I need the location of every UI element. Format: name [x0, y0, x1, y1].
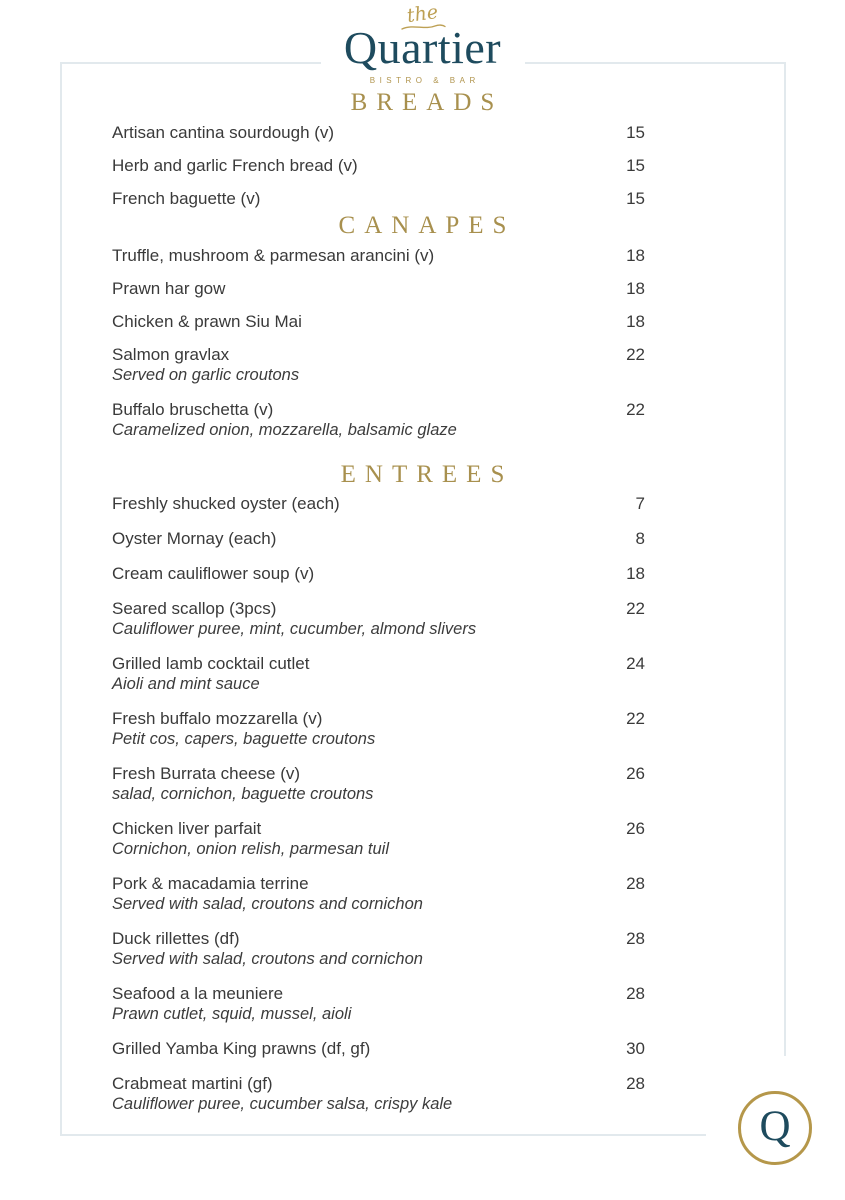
item-price: 28 [626, 874, 645, 893]
item-name: Buffalo bruschetta (v) [112, 400, 274, 419]
item-name: Grilled Yamba King prawns (df, gf) [112, 1039, 371, 1058]
item-description: salad, cornichon, baguette croutons [112, 785, 374, 803]
item-price: 15 [626, 123, 645, 142]
logo-the-script: the [405, 0, 440, 28]
menu-item [112, 599, 645, 639]
menu-item [112, 1074, 645, 1114]
item-name: Pork & macadamia terrine [112, 874, 309, 893]
item-name: Crabmeat martini (gf) [112, 1074, 273, 1093]
item-name: Seafood a la meuniere [112, 984, 284, 1003]
brand-monogram [706, 1056, 845, 1200]
menu-item [112, 1039, 645, 1059]
monogram-circle-icon [738, 1091, 812, 1165]
monogram-letter: Q [759, 1103, 791, 1150]
item-price: 22 [626, 345, 645, 364]
section-title: BREADS [350, 89, 504, 116]
item-price: 8 [635, 529, 645, 548]
item-price: 28 [626, 929, 645, 948]
menu-item [112, 189, 645, 209]
item-price: 18 [626, 312, 645, 331]
menu-item [112, 819, 645, 859]
item-price: 22 [626, 709, 645, 728]
item-name: Prawn har gow [112, 279, 226, 298]
item-description: Aioli and mint sauce [112, 675, 260, 693]
menu-item [112, 529, 645, 549]
item-name: Chicken liver parfait [112, 819, 262, 838]
item-name: Fresh buffalo mozzarella (v) [112, 709, 323, 728]
menu-item [112, 345, 645, 385]
item-name: French baguette (v) [112, 189, 261, 208]
menu-item [112, 494, 645, 514]
menu-item [112, 709, 645, 749]
logo-name: Quartier [343, 22, 502, 73]
item-description: Served with salad, croutons and cornichon [112, 950, 423, 968]
item-price: 24 [626, 654, 645, 673]
item-description: Cauliflower puree, mint, cucumber, almond slivers [112, 620, 477, 638]
item-price: 15 [626, 189, 645, 208]
menu-item [112, 764, 645, 804]
section-title: ENTREES [340, 461, 514, 488]
menu-sections [112, 88, 645, 1129]
item-name: Grilled lamb cocktail cutlet [112, 654, 310, 673]
item-price: 26 [626, 819, 645, 838]
item-description: Cauliflower puree, cucumber salsa, crispy kale [112, 1095, 453, 1113]
menu-item [112, 312, 645, 332]
brand-logo [321, 0, 525, 90]
menu-section-entrees [112, 460, 645, 1114]
item-price: 28 [626, 1074, 645, 1093]
menu-item [112, 929, 645, 969]
menu-item [112, 123, 645, 143]
item-price: 18 [626, 279, 645, 298]
item-description: Cornichon, onion relish, parmesan tuil [112, 840, 389, 858]
item-price: 18 [626, 246, 645, 265]
item-name: Duck rillettes (df) [112, 929, 240, 948]
item-description: Served on garlic croutons [112, 366, 300, 384]
item-price: 30 [626, 1039, 645, 1058]
item-description: Caramelized onion, mozzarella, balsamic glaze [112, 421, 457, 439]
item-name: Freshly shucked oyster (each) [112, 494, 340, 513]
menu-item [112, 246, 645, 266]
item-description: Prawn cutlet, squid, mussel, aioli [112, 1005, 352, 1023]
menu-item [112, 400, 645, 440]
logo-tagline: BISTRO & BAR [369, 76, 480, 85]
item-name: Artisan cantina sourdough (v) [112, 123, 335, 142]
section-title: CANAPES [338, 212, 516, 239]
item-price: 22 [626, 400, 645, 419]
menu-item [112, 874, 645, 914]
item-price: 22 [626, 599, 645, 618]
item-name: Chicken & prawn Siu Mai [112, 312, 302, 331]
menu-section-canapes [112, 211, 645, 440]
item-description: Served with salad, croutons and cornichon [112, 895, 423, 913]
item-price: 26 [626, 764, 645, 783]
item-name: Herb and garlic French bread (v) [112, 156, 358, 175]
item-name: Truffle, mushroom & parmesan arancini (v) [112, 246, 435, 265]
item-name: Fresh Burrata cheese (v) [112, 764, 301, 783]
menu-item [112, 156, 645, 176]
item-price: 7 [635, 494, 645, 513]
item-name: Seared scallop (3pcs) [112, 599, 277, 618]
item-price: 28 [626, 984, 645, 1003]
menu-item [112, 984, 645, 1024]
menu-item [112, 654, 645, 694]
item-name: Oyster Mornay (each) [112, 529, 277, 548]
item-price: 15 [626, 156, 645, 175]
item-price: 18 [626, 564, 645, 583]
menu-item [112, 279, 645, 299]
item-name: Cream cauliflower soup (v) [112, 564, 315, 583]
item-description: Petit cos, capers, baguette croutons [112, 730, 376, 748]
item-name: Salmon gravlax [112, 345, 230, 364]
menu-item [112, 564, 645, 584]
menu-section-breads [112, 88, 645, 209]
